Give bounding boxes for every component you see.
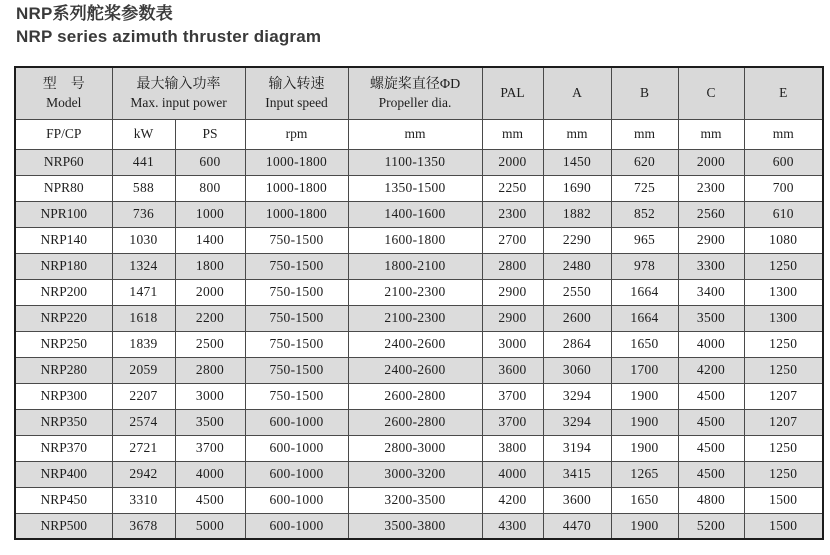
value-cell: 4500 <box>175 487 245 513</box>
value-cell: 3000 <box>482 331 543 357</box>
value-cell: 2900 <box>678 227 744 253</box>
model-cell: NRP300 <box>15 383 112 409</box>
value-cell: 2800 <box>175 357 245 383</box>
value-cell: 1500 <box>744 513 823 539</box>
value-cell: 3678 <box>112 513 175 539</box>
value-cell: 2100-2300 <box>348 279 482 305</box>
table-body <box>15 149 823 539</box>
value-cell: 3200-3500 <box>348 487 482 513</box>
value-cell: 588 <box>112 175 175 201</box>
value-cell: 3294 <box>543 383 611 409</box>
value-cell: 2800-3000 <box>348 435 482 461</box>
value-cell: 1000-1800 <box>245 175 348 201</box>
table-row <box>15 357 823 383</box>
value-cell: 2500 <box>175 331 245 357</box>
table-row <box>15 383 823 409</box>
value-cell: 1618 <box>112 305 175 331</box>
value-cell: 2200 <box>175 305 245 331</box>
value-cell: 3500-3800 <box>348 513 482 539</box>
value-cell: 1800-2100 <box>348 253 482 279</box>
value-cell: 3000 <box>175 383 245 409</box>
value-cell: 1350-1500 <box>348 175 482 201</box>
table-header-row <box>15 67 823 119</box>
value-cell: 2900 <box>482 279 543 305</box>
value-cell: 600-1000 <box>245 487 348 513</box>
table-row <box>15 435 823 461</box>
header-max-input-power <box>112 67 245 119</box>
value-cell: 2600 <box>543 305 611 331</box>
value-cell: 800 <box>175 175 245 201</box>
page-title <box>16 2 321 48</box>
table-row <box>15 149 823 175</box>
header-input-speed <box>245 67 348 119</box>
value-cell: 3400 <box>678 279 744 305</box>
model-cell: NRP220 <box>15 305 112 331</box>
table-row <box>15 513 823 539</box>
units-ps: PS <box>175 119 245 149</box>
value-cell: 1400-1600 <box>348 201 482 227</box>
value-cell: 4000 <box>678 331 744 357</box>
model-cell: NRP200 <box>15 279 112 305</box>
table-row <box>15 253 823 279</box>
header-a: A <box>543 67 611 119</box>
value-cell: 5000 <box>175 513 245 539</box>
header-power-en: Max. input power <box>130 94 227 110</box>
value-cell: 610 <box>744 201 823 227</box>
header-b: B <box>611 67 678 119</box>
header-speed-en: Input speed <box>265 94 328 110</box>
value-cell: 1207 <box>744 409 823 435</box>
value-cell: 1650 <box>611 331 678 357</box>
value-cell: 1300 <box>744 279 823 305</box>
value-cell: 1250 <box>744 357 823 383</box>
table-row <box>15 461 823 487</box>
units-kw: kW <box>112 119 175 149</box>
page-title-en: NRP series azimuth thruster diagram <box>16 27 322 46</box>
value-cell: 1000-1800 <box>245 201 348 227</box>
value-cell: 600-1000 <box>245 461 348 487</box>
header-e: E <box>744 67 823 119</box>
value-cell: 2000 <box>482 149 543 175</box>
value-cell: 1650 <box>611 487 678 513</box>
model-cell: NPR80 <box>15 175 112 201</box>
model-cell: NRP280 <box>15 357 112 383</box>
value-cell: 1300 <box>744 305 823 331</box>
value-cell: 620 <box>611 149 678 175</box>
header-model-zh: 型 号 <box>42 76 85 92</box>
units-dia: mm <box>348 119 482 149</box>
model-cell: NRP180 <box>15 253 112 279</box>
value-cell: 2480 <box>543 253 611 279</box>
value-cell: 750-1500 <box>245 279 348 305</box>
value-cell: 2000 <box>175 279 245 305</box>
value-cell: 3415 <box>543 461 611 487</box>
model-cell: NRP450 <box>15 487 112 513</box>
value-cell: 978 <box>611 253 678 279</box>
value-cell: 1664 <box>611 305 678 331</box>
value-cell: 4000 <box>175 461 245 487</box>
value-cell: 3700 <box>175 435 245 461</box>
value-cell: 4470 <box>543 513 611 539</box>
value-cell: 441 <box>112 149 175 175</box>
value-cell: 1900 <box>611 383 678 409</box>
value-cell: 2550 <box>543 279 611 305</box>
value-cell: 2207 <box>112 383 175 409</box>
value-cell: 1400 <box>175 227 245 253</box>
table-row <box>15 305 823 331</box>
model-cell: NRP60 <box>15 149 112 175</box>
value-cell: 1900 <box>611 409 678 435</box>
value-cell: 600 <box>744 149 823 175</box>
header-model-en: Model <box>46 94 82 110</box>
model-cell: NPR100 <box>15 201 112 227</box>
value-cell: 750-1500 <box>245 383 348 409</box>
value-cell: 750-1500 <box>245 331 348 357</box>
value-cell: 3294 <box>543 409 611 435</box>
value-cell: 1600-1800 <box>348 227 482 253</box>
value-cell: 4200 <box>482 487 543 513</box>
table-row <box>15 487 823 513</box>
model-cell: NRP350 <box>15 409 112 435</box>
value-cell: 2574 <box>112 409 175 435</box>
table-row <box>15 175 823 201</box>
value-cell: 3194 <box>543 435 611 461</box>
header-dia-zh: 螺旋桨直径ΦD <box>369 76 461 92</box>
table-row <box>15 201 823 227</box>
value-cell: 1250 <box>744 435 823 461</box>
value-cell: 2700 <box>482 227 543 253</box>
value-cell: 600 <box>175 149 245 175</box>
value-cell: 1265 <box>611 461 678 487</box>
value-cell: 1800 <box>175 253 245 279</box>
value-cell: 3060 <box>543 357 611 383</box>
units-pal: mm <box>482 119 543 149</box>
value-cell: 2290 <box>543 227 611 253</box>
value-cell: 1700 <box>611 357 678 383</box>
value-cell: 1664 <box>611 279 678 305</box>
value-cell: 2059 <box>112 357 175 383</box>
model-cell: NRP140 <box>15 227 112 253</box>
table-row <box>15 409 823 435</box>
value-cell: 600-1000 <box>245 513 348 539</box>
value-cell: 2942 <box>112 461 175 487</box>
header-propeller-dia <box>348 67 482 119</box>
table-row <box>15 227 823 253</box>
value-cell: 2600-2800 <box>348 409 482 435</box>
units-model: FP/CP <box>15 119 112 149</box>
model-cell: NRP500 <box>15 513 112 539</box>
value-cell: 1324 <box>112 253 175 279</box>
units-e: mm <box>744 119 823 149</box>
header-dia-en: Propeller dia. <box>378 94 452 110</box>
value-cell: 1500 <box>744 487 823 513</box>
value-cell: 3600 <box>482 357 543 383</box>
value-cell: 3700 <box>482 383 543 409</box>
value-cell: 1030 <box>112 227 175 253</box>
value-cell: 700 <box>744 175 823 201</box>
value-cell: 4000 <box>482 461 543 487</box>
value-cell: 2000 <box>678 149 744 175</box>
value-cell: 736 <box>112 201 175 227</box>
value-cell: 1839 <box>112 331 175 357</box>
value-cell: 2400-2600 <box>348 357 482 383</box>
value-cell: 5200 <box>678 513 744 539</box>
units-c: mm <box>678 119 744 149</box>
value-cell: 1250 <box>744 461 823 487</box>
value-cell: 4800 <box>678 487 744 513</box>
value-cell: 4200 <box>678 357 744 383</box>
value-cell: 1882 <box>543 201 611 227</box>
value-cell: 2900 <box>482 305 543 331</box>
value-cell: 3000-3200 <box>348 461 482 487</box>
value-cell: 725 <box>611 175 678 201</box>
thruster-params-table <box>14 66 824 540</box>
units-b: mm <box>611 119 678 149</box>
value-cell: 750-1500 <box>245 357 348 383</box>
value-cell: 600-1000 <box>245 435 348 461</box>
header-power-zh: 最大输入功率 <box>136 76 221 92</box>
value-cell: 750-1500 <box>245 253 348 279</box>
value-cell: 4500 <box>678 383 744 409</box>
value-cell: 4500 <box>678 435 744 461</box>
value-cell: 2600-2800 <box>348 383 482 409</box>
value-cell: 3300 <box>678 253 744 279</box>
value-cell: 1080 <box>744 227 823 253</box>
value-cell: 1450 <box>543 149 611 175</box>
model-cell: NRP400 <box>15 461 112 487</box>
value-cell: 1250 <box>744 253 823 279</box>
value-cell: 2100-2300 <box>348 305 482 331</box>
value-cell: 750-1500 <box>245 305 348 331</box>
value-cell: 1900 <box>611 513 678 539</box>
header-c: C <box>678 67 744 119</box>
value-cell: 1100-1350 <box>348 149 482 175</box>
value-cell: 3500 <box>175 409 245 435</box>
units-rpm: rpm <box>245 119 348 149</box>
value-cell: 3500 <box>678 305 744 331</box>
model-cell: NRP370 <box>15 435 112 461</box>
header-model <box>15 67 112 119</box>
value-cell: 1900 <box>611 435 678 461</box>
table-row <box>15 279 823 305</box>
value-cell: 2864 <box>543 331 611 357</box>
value-cell: 1000-1800 <box>245 149 348 175</box>
value-cell: 2800 <box>482 253 543 279</box>
header-speed-zh: 输入转速 <box>268 76 325 92</box>
page-title-zh: NRP系列舵桨参数表 <box>16 4 173 23</box>
value-cell: 1250 <box>744 331 823 357</box>
header-pal: PAL <box>482 67 543 119</box>
value-cell: 2250 <box>482 175 543 201</box>
value-cell: 2300 <box>678 175 744 201</box>
value-cell: 2400-2600 <box>348 331 482 357</box>
units-a: mm <box>543 119 611 149</box>
value-cell: 1000 <box>175 201 245 227</box>
value-cell: 4500 <box>678 461 744 487</box>
value-cell: 3310 <box>112 487 175 513</box>
value-cell: 750-1500 <box>245 227 348 253</box>
value-cell: 1690 <box>543 175 611 201</box>
value-cell: 3600 <box>543 487 611 513</box>
value-cell: 600-1000 <box>245 409 348 435</box>
value-cell: 1471 <box>112 279 175 305</box>
table-units-row <box>15 119 823 149</box>
value-cell: 2560 <box>678 201 744 227</box>
value-cell: 4300 <box>482 513 543 539</box>
table-row <box>15 331 823 357</box>
value-cell: 2721 <box>112 435 175 461</box>
value-cell: 3800 <box>482 435 543 461</box>
value-cell: 852 <box>611 201 678 227</box>
model-cell: NRP250 <box>15 331 112 357</box>
value-cell: 1207 <box>744 383 823 409</box>
value-cell: 4500 <box>678 409 744 435</box>
value-cell: 3700 <box>482 409 543 435</box>
value-cell: 965 <box>611 227 678 253</box>
value-cell: 2300 <box>482 201 543 227</box>
